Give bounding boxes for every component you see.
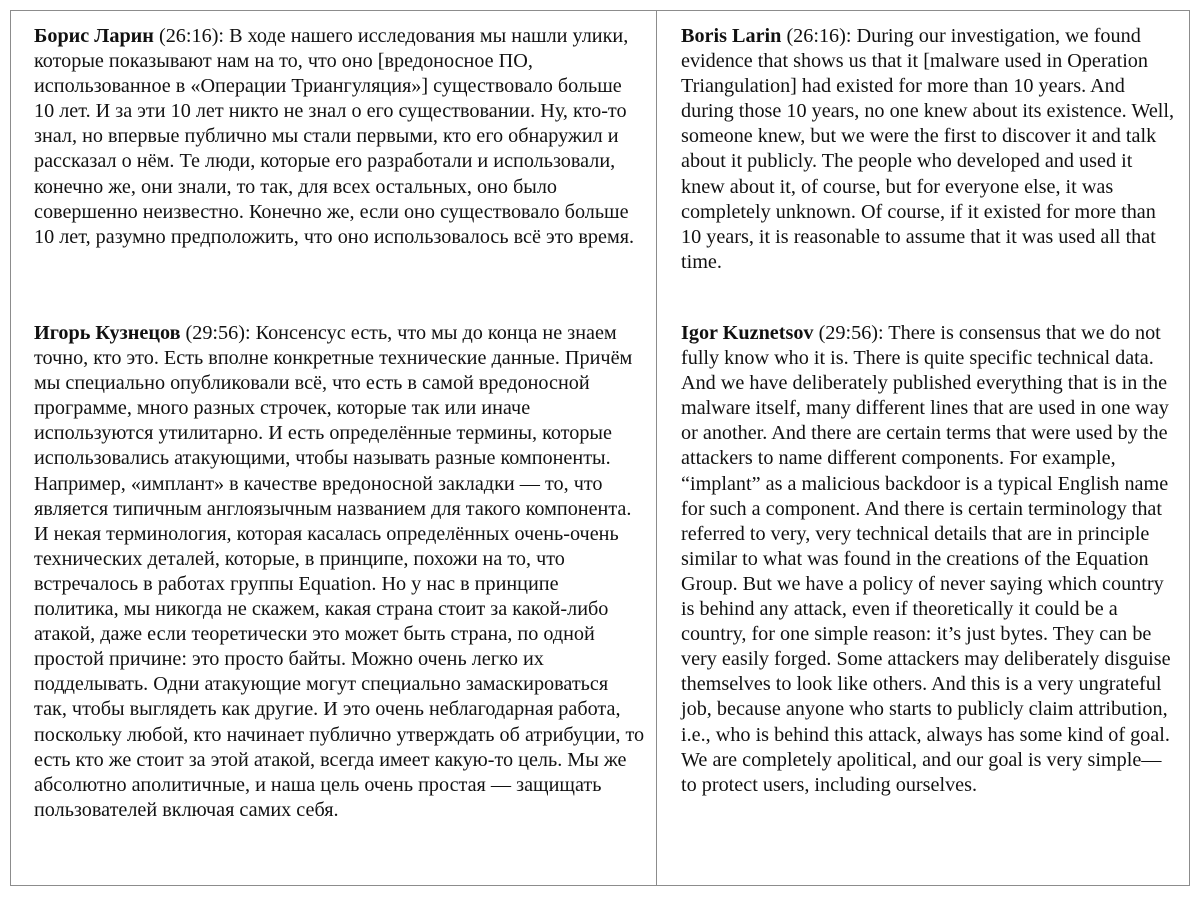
- speaker-name: Igor Kuznetsov: [681, 322, 814, 344]
- timestamp: (26:16): [158, 25, 219, 47]
- transcript-table: [10, 10, 1190, 886]
- paragraph-ru-kuznetsov: [34, 321, 646, 823]
- speaker-name: Игорь Кузнецов: [34, 322, 181, 344]
- timestamp: (29:56): [185, 322, 245, 344]
- quote-text: : Консенсус есть, что мы до конца не знаем точно, кто это. Есть вполне конкретные технические данные. Причём мы специально опубликовали всё, что есть в самой вредоносной программе, много разных строчек, которые так или иначе используются утилитарно. И есть определённые термины, которые использовались атакующими, чтобы называть разные компоненты. Например, «имплант» в качестве вредоносной закладки — то, что является типичным англоязычным названием для такого компонента. И некая терминология, которая касалась определённых очень-очень технических деталей, которые, в принципе, похожи на то, что встречалось в работах группы Equation. Но у нас в принципе политика, мы никогда не скажем, какая страна стоит за какой-либо атакой, даже если теоретически это может быть страна, по одной простой причине: это просто байты. Можно очень легко их подделывать. Одни атакующие могут специально замаскироваться так, чтобы выглядеть как другие. И это очень неблагодарная работа, поскольку любой, кто начинает публично утверждать об атрибуции, то есть кто же стоит за этой атакой, всегда имеет какую-то цель. Мы же абсолютно аполитичные, и наша цель очень простая — защищать пользователей включая самих себя.: [34, 322, 645, 821]
- cell-en-kuznetsov: [657, 307, 1189, 885]
- paragraph-ru-larin: [34, 24, 646, 250]
- cell-en-larin: [657, 11, 1189, 307]
- timestamp: (26:16): [786, 25, 846, 47]
- cell-ru-kuznetsov: [11, 307, 657, 885]
- speaker-name: Борис Ларин: [34, 25, 154, 47]
- paragraph-en-larin: [681, 24, 1177, 275]
- quote-text: : There is consensus that we do not fully know who it is. There is quite specific technical data. And we have deliberately published everything that is in the malware itself, many different lines that are used in one way or another. And there are certain terms that were used by the attackers to name different components. For example, “implant” as a malicious backdoor is a typical English name for such a component. And there is certain terminology that referred to very, very technical details that are in principle similar to what was found in the creations of the Equation Group. But we have a policy of never saying which country is behind any attack, even if theoretically it could be a country, for one simple reason: it’s just bytes. They can be very easily forged. Some attackers may deliberately disguise themselves to look like others. And this is a very ungrateful job, because anyone who starts to publicly claim attribution, i.e., who is behind this attack, always has some kind of goal. We are completely apolitical, and our goal is very simple—to protect users, including ourselves.: [681, 322, 1171, 796]
- cell-ru-larin: [11, 11, 657, 307]
- quote-text: : During our investigation, we found evidence that shows us that it [malware used in Operation Triangulation] had existed for more than 10 years. And during those 10 years, no one knew about its existence. Well, someone knew, but we were the first to discover it and talk about it publicly. The people who developed and used it knew about it, of course, but for everyone else, it was completely unknown. Of course, if it existed for more than 10 years, it is reasonable to assume that it was used all that time.: [681, 25, 1175, 273]
- paragraph-en-kuznetsov: [681, 321, 1177, 798]
- timestamp: (29:56): [818, 322, 879, 344]
- speaker-name: Boris Larin: [681, 25, 782, 47]
- quote-text: : В ходе нашего исследования мы нашли улики, которые показывают нам на то, что оно [вредоносное ПО, использованное в «Операции Триангуляция»] существовало больше 10 лет. И за эти 10 лет никто не знал о его существовании. Ну, кто-то знал, но впервые публично мы стали первыми, кто его обнаружил и рассказал о нём. Те люди, которые его разработали и использовали, конечно же, они знали, то так, для всех остальных, оно было совершенно неизвестно. Конечно же, если оно существовало больше 10 лет, разумно предположить, что оно использовалось всё это время.: [34, 25, 635, 248]
